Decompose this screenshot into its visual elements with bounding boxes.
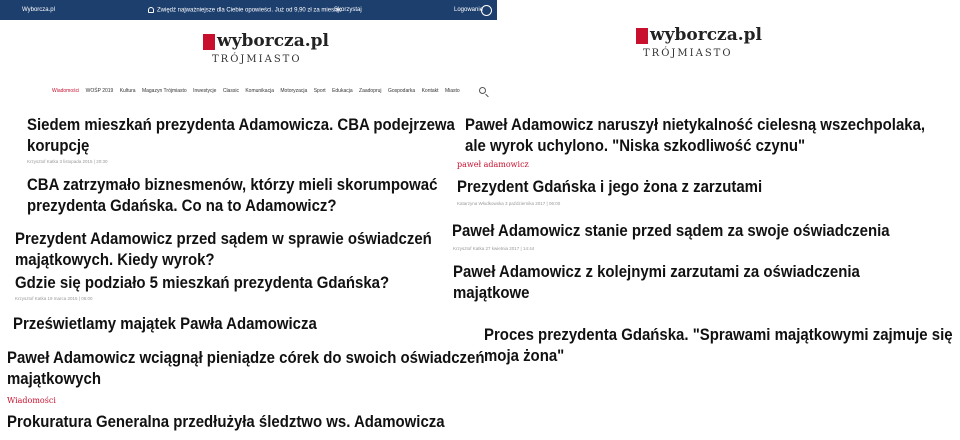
promo-banner[interactable]: Zwiędź najważniejsze dla Ciebie opowieści. Już od 9,90 zł za miesiąc bbox=[148, 7, 342, 14]
nav-item[interactable]: Classic bbox=[222, 88, 239, 94]
article-meta: Krzysztof Katka 27 kwietnia 2017 | 14:44 bbox=[453, 246, 535, 251]
login-button[interactable]: Logowanie bbox=[454, 7, 484, 13]
logo-left-city: TRÓJMIASTO bbox=[212, 54, 302, 65]
headline-link[interactable] bbox=[13, 313, 317, 334]
article-meta: Krzysztof Katka 3 listopada 2015 | 20:30 bbox=[27, 159, 108, 164]
nav-item[interactable]: Magazyn Trójmiasto bbox=[141, 88, 187, 94]
nav-item[interactable]: Kontakt bbox=[421, 88, 439, 94]
headline-line: majątkowych bbox=[7, 369, 101, 388]
headline-link[interactable] bbox=[453, 261, 860, 303]
nav-item[interactable]: Zaadopruj bbox=[359, 88, 382, 94]
bell-icon bbox=[148, 7, 154, 13]
headline-line: CBA zatrzymało biznesmenów, którzy mieli skorumpować bbox=[27, 175, 438, 194]
nav-item[interactable]: Edukacja bbox=[332, 88, 353, 94]
headline-line: majątkowe bbox=[453, 283, 530, 302]
nav-item[interactable]: Motoryzacja bbox=[280, 88, 308, 94]
section-nav bbox=[52, 88, 465, 94]
headline-line: Prześwietlamy majątek Pawła Adamowicza bbox=[13, 314, 317, 333]
nav-item[interactable]: WOŚP 2019 bbox=[85, 88, 114, 94]
logo-right[interactable]: wyborcza.pl bbox=[650, 25, 762, 45]
headline-line: moja żona" bbox=[484, 346, 565, 365]
headline-link[interactable] bbox=[27, 174, 437, 216]
nav-item[interactable]: Komunikacja bbox=[245, 88, 274, 94]
nav-item[interactable]: Miasto bbox=[444, 88, 460, 94]
headline-line: prezydenta Gdańska. Co na to Adamowicz? bbox=[27, 196, 337, 215]
headline-line: ale wyrok uchylono. "Niska szkodliwość czynu" bbox=[465, 136, 806, 155]
headline-link[interactable] bbox=[27, 114, 455, 156]
nav-item[interactable]: Inwestycje bbox=[193, 88, 217, 94]
headline-link[interactable] bbox=[465, 114, 925, 156]
headline-link[interactable] bbox=[457, 176, 762, 197]
headline-line: Paweł Adamowicz wciągnął pieniądze córek do swoich oświadczeń bbox=[7, 348, 485, 367]
headline-link[interactable] bbox=[452, 220, 890, 241]
headline-line: Prezydent Gdańska i jego żona z zarzutami bbox=[457, 177, 763, 196]
section-label[interactable]: Wiadomości bbox=[7, 396, 56, 405]
nav-item[interactable]: Sport bbox=[313, 88, 326, 94]
article-meta: Krzysztof Katka 19 marca 2015 | 06:00 bbox=[15, 296, 93, 301]
user-icon[interactable] bbox=[481, 5, 492, 16]
headline-line: Paweł Adamowicz stanie przed sądem za swoje oświadczenia bbox=[452, 221, 890, 240]
section-label[interactable]: paweł adamowicz bbox=[457, 160, 529, 169]
headline-link[interactable] bbox=[7, 347, 484, 389]
logo-left[interactable]: wyborcza.pl bbox=[217, 31, 329, 51]
headline-line: majątkowych. Kiedy wyrok? bbox=[15, 250, 215, 269]
nav-item[interactable]: Kultura bbox=[119, 88, 136, 94]
headline-line: Prezydent Adamowicz przed sądem w sprawie oświadczeń bbox=[15, 229, 432, 248]
logo-right-city: TRÓJMIASTO bbox=[643, 48, 733, 59]
nav-item[interactable]: Gospodarka bbox=[387, 88, 416, 94]
subscribe-button[interactable]: Skorzystaj bbox=[334, 7, 362, 13]
headline-line: Paweł Adamowicz z kolejnymi zarzutami za oświadczenia bbox=[453, 262, 860, 281]
headline-link[interactable] bbox=[15, 272, 389, 293]
site-link[interactable]: Wyborcza.pl bbox=[22, 7, 55, 13]
headline-link[interactable] bbox=[15, 228, 432, 270]
headline-line: Siedem mieszkań prezydenta Adamowicza. CBA podejrzewa bbox=[27, 115, 455, 134]
logo-square-icon bbox=[636, 28, 648, 44]
article-meta: Katarzyna Włodkowska 3 października 2017 | 06:00 bbox=[457, 201, 561, 206]
top-bar bbox=[0, 0, 497, 20]
headline-line: Proces prezydenta Gdańska. "Sprawami majątkowymi zajmuje się bbox=[484, 325, 953, 344]
headline-line: Gdzie się podziało 5 mieszkań prezydenta Gdańska? bbox=[15, 273, 390, 292]
headline-link[interactable] bbox=[7, 411, 445, 432]
headline-link[interactable] bbox=[484, 324, 953, 366]
headline-line: korupcję bbox=[27, 136, 90, 155]
headline-line: Prokuratura Generalna przedłużyła śledztwo ws. Adamowicza bbox=[7, 412, 445, 431]
nav-item-wiadomosci[interactable]: Wiadomości bbox=[52, 88, 80, 94]
logo-square-icon bbox=[203, 34, 215, 50]
headline-line: Paweł Adamowicz naruszył nietykalność cielesną wszechpolaka, bbox=[465, 115, 926, 134]
search-icon[interactable] bbox=[479, 87, 486, 94]
